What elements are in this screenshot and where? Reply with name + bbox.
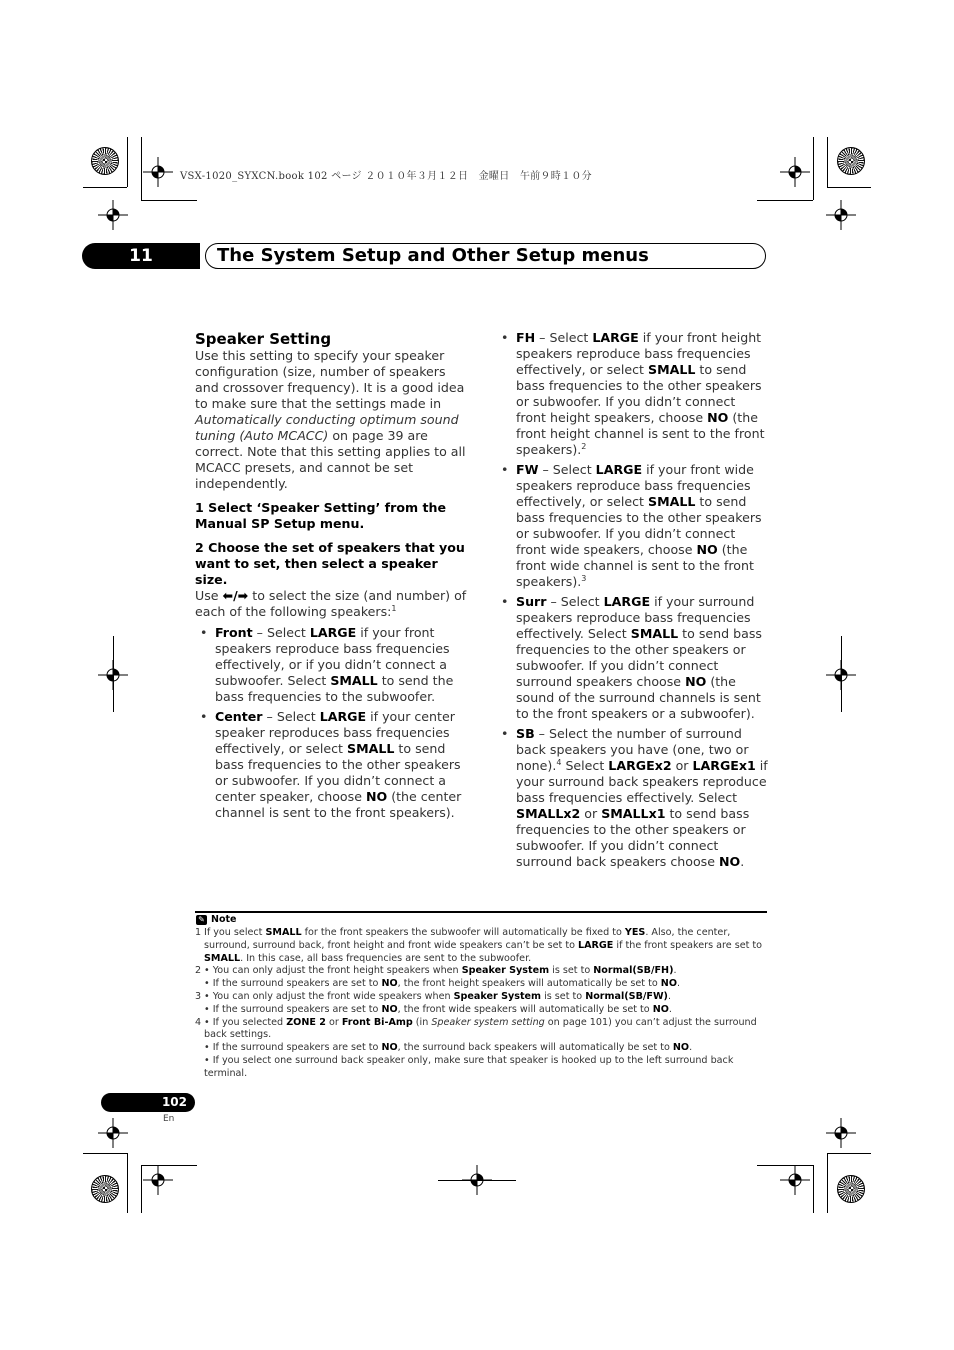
speaker-list [195, 625, 469, 821]
crosshair-icon [780, 157, 810, 187]
registration-rosette-icon [837, 1175, 865, 1203]
footnote-1: 1 If you select SMALL for the front speakers the subwoofer will automatically be fixed to YES. Also, the center, surround, surround back, front height and front wide speakers can’t be set to LARGE if the front speakers are set to SMALL. In this case, all bass frequencies are sent to the subwoofer. [195, 927, 763, 964]
pencil-note-icon: ✎ [196, 915, 207, 925]
crosshair-icon [826, 1118, 856, 1148]
registration-rosette-icon [837, 147, 865, 175]
list-item-fh: • FH – Select LARGE if your front height speakers reproduce bass frequencies effectively, or select SMALL to send bass frequencies to the other speakers or subwoofer. If you didn’t connect front height speakers, choose NO (the front height channel is sent to the front speakers).$^2$ [496, 330, 768, 458]
step-2-body: Use ⬅/➡ to select the size (and number) of each of the following speakers:$^1$ [195, 588, 467, 619]
list-item-fw: • FW – Select LARGE if your front wide speakers reproduce bass frequencies effectively, or select SMALL to send bass frequencies to the other speakers or subwoofer. If you didn’t connect front wide speakers, choose NO (the front wide channel is sent to the front speakers).$^3$ [496, 462, 768, 590]
list-item-front: • Front – Select LARGE if your front speakers reproduce bass frequencies effectively, or if you didn’t connect a subwoofer. Select SMALL to send the bass frequencies to the subwoofer. [195, 625, 469, 705]
footnote-3: 3 • You can only adjust the front wide speakers when Speaker System is set to Normal(SB/FW). • If the surround speakers are set to NO, the front wide speakers will automatically be set to NO. [195, 990, 672, 1015]
file-info-slug: VSX-1020_SYXCN.book 102 ページ ２０１０年３月１２日 金曜日 午前９時１０分 [180, 171, 592, 182]
cross-reference: Automatically conducting optimum sound tuning (Auto MCACC) [195, 412, 459, 443]
page-number: 102 [101, 1093, 195, 1112]
registration-rosette-icon [91, 1175, 119, 1203]
footnotes [195, 927, 767, 1081]
list-item-center: • Center – Select LARGE if your center speaker reproduces bass frequencies effectively, or select SMALL to send bass frequencies to the other speakers or subwoofer. If you didn’t connect a center speaker, choose NO (the center channel is sent to the front speakers). [195, 709, 469, 821]
language-code: En [163, 1114, 175, 1124]
section-heading: Speaker Setting [195, 330, 332, 348]
note-divider [195, 911, 767, 913]
crosshair-icon [98, 1118, 128, 1148]
step-1: 1 Select ‘Speaker Setting’ from the Manual SP Setup menu. [195, 500, 447, 531]
note-heading: ✎ Note [196, 914, 236, 925]
crosshair-icon [780, 1165, 810, 1195]
speaker-list [496, 330, 768, 870]
intro-paragraph: Use this setting to specify your speaker configuration (size, number of speakers and crossover frequency). It is a good idea to make sure that the settings made in Automatically conducting optimum sound tuning (Auto MCACC) on page 39 are correct. Note that this setting applies to all MCACC presets, and cannot be set independently. [195, 348, 466, 491]
left-column [195, 330, 469, 825]
footnote-2: 2 • You can only adjust the front height speakers when Speaker System is set to Normal(SB/FH). • If the surround speakers are set to NO, the front height speakers will automatically be set to NO. [195, 965, 681, 990]
crosshair-icon [826, 200, 856, 230]
chapter-number: 11 [82, 243, 200, 269]
list-item-sb: • SB – Select the number of surround back speakers you have (one, two or none).$^4$ Select LARGEx2 or LARGEx1 if your surround back speakers reproduce bass frequencies effectively. Select SMALLx2 or SMALLx1 to send bass frequencies to the other speakers or subwoofer. If you didn’t connect surround back speakers choose NO. [496, 726, 768, 870]
footnote-4: 4 • If you selected ZONE 2 or Front Bi-Amp (in Speaker system setting on page 101) you can’t adjust the surround back settings. • If the surround speakers are set to NO, the surround back speakers will automatically be set to NO. • If you select one surround back speaker only, make sure that speaker is hooked up to the left surround back terminal. [195, 1016, 757, 1079]
crosshair-icon [98, 200, 128, 230]
registration-rosette-icon [91, 147, 119, 175]
crosshair-icon [143, 1165, 173, 1195]
right-column [496, 330, 768, 874]
list-item-surr: • Surr – Select LARGE if your surround speakers reproduce bass frequencies effectively. Select SMALL to send bass frequencies to the other speakers or subwoofer. If you didn’t connect surround speakers choose NO (the sound of the surround channels is sent to the front speakers or a subwoofer). [496, 594, 768, 722]
crosshair-icon [143, 157, 173, 187]
arrow-keys-icon: ⬅/➡ [222, 588, 249, 603]
chapter-title: The System Setup and Other Setup menus [205, 243, 766, 269]
step-2: 2 Choose the set of speakers that you want to set, then select a speaker size. [195, 540, 465, 587]
